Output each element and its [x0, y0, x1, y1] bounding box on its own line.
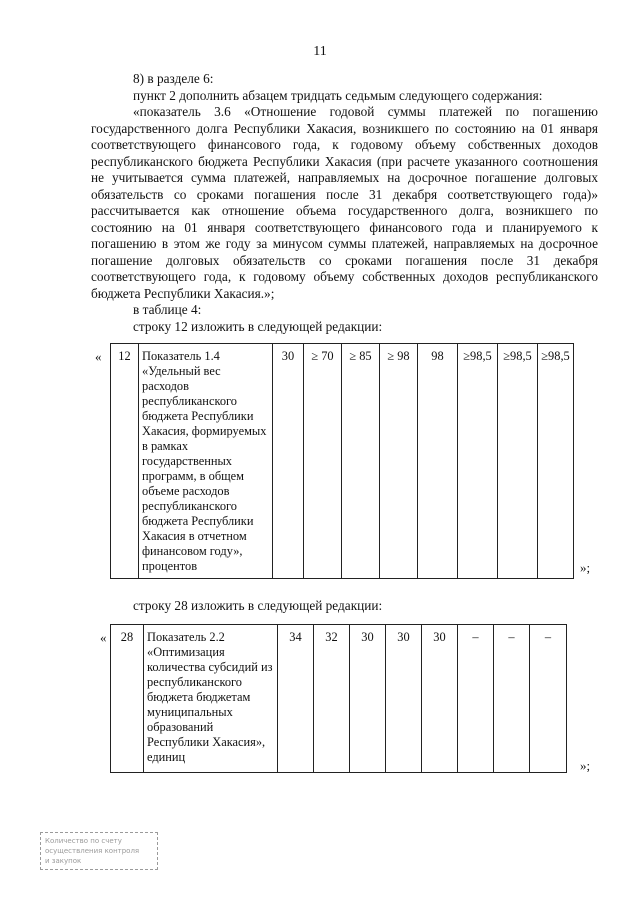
quote-open-row28: « — [100, 630, 107, 645]
quote-close-row12: »; — [580, 560, 591, 575]
value-cell: ≥98,5 — [538, 344, 574, 579]
stamp — [40, 832, 158, 870]
row-number: 12 — [111, 344, 139, 579]
value-cell: – — [458, 625, 494, 773]
stamp-line: осуществления контроля — [45, 847, 140, 855]
table-row-12 — [110, 343, 574, 579]
value-cell: 30 — [350, 625, 386, 773]
row-description: Показатель 1.4 «Удельный вес расходов республиканского бюджета Республики Хакасия, формируемых в рамках государственных программ, в общем объеме расходов республиканского бюджета Республики Хакасия в отчетном финансовом году», процентов — [139, 344, 273, 579]
row-number: 28 — [111, 625, 144, 773]
paragraph-row28-label: строку 28 изложить в следующей редакции: — [133, 598, 383, 613]
quote-close-row28: »; — [580, 758, 591, 773]
value-cell: ≥ 98 — [380, 344, 418, 579]
paragraph-table: в таблице 4: — [133, 302, 202, 317]
value-cell: ≥98,5 — [498, 344, 538, 579]
value-cell: – — [530, 625, 567, 773]
value-cell: 98 — [418, 344, 458, 579]
row-description: Показатель 2.2 «Оптимизация количества субсидий из республиканского бюджета бюджетам муниципальных образований Республики Хакасия», единиц — [144, 625, 278, 773]
value-cell: 30 — [422, 625, 458, 773]
stamp-line: Количество по счету — [45, 837, 122, 845]
page-number: 11 — [313, 44, 327, 59]
value-cell: 32 — [314, 625, 350, 773]
quote-open-row12: « — [95, 349, 102, 364]
body-text — [91, 71, 598, 335]
paragraph-section: 8) в разделе 6: — [133, 71, 214, 86]
value-cell: ≥98,5 — [458, 344, 498, 579]
value-cell: 30 — [273, 344, 304, 579]
value-cell: ≥ 85 — [342, 344, 380, 579]
stamp-line: и закупок — [45, 857, 82, 865]
value-cell: 34 — [278, 625, 314, 773]
value-cell: ≥ 70 — [304, 344, 342, 579]
paragraph-row12-label: строку 12 изложить в следующей редакции: — [133, 318, 383, 334]
paragraph-indicator: «показатель 3.6 «Отношение годовой суммы платежей по погашению государственного долга Республики Хакасия, возникшего по состоянию на 01 января соответствующего финансового года, к годовому объему собственных доходов республиканского бюджета Республики Хакасия (при расчете указанного соотношения не учитывается сумма платежей, направляемых на досрочное погашение долговых обязательств со сроками погашения после 31 декабря соответствующего года)» рассчитывается как отношение объема государственного долга, возникшего по состоянию на 01 января соответствующего финансового года и планируемого к погашению в этом же году за минусом суммы платежей, направляемых на досрочное погашение долговых обязательств со сроками погашения после 31 декабря соответствующего года, к годовому объему собственных доходов республиканского бюджета Республики Хакасия.»; — [91, 104, 598, 301]
table-row-28 — [110, 624, 567, 773]
value-cell: 30 — [386, 625, 422, 773]
value-cell: – — [494, 625, 530, 773]
paragraph-point: пункт 2 дополнить абзацем тридцать седьмым следующего содержания: — [133, 87, 543, 103]
